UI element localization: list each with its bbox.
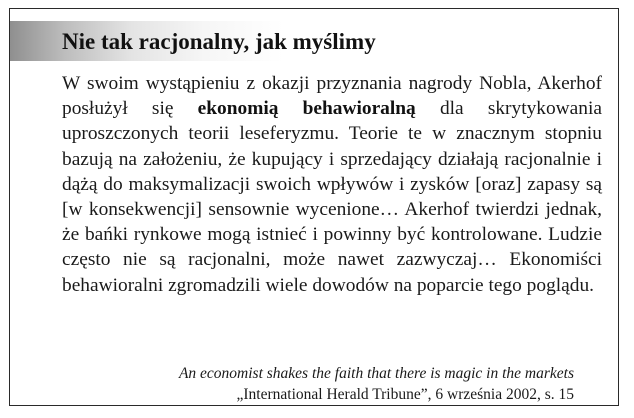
quote-text-part-1: W swoim wystąpieniu z okazji przyznania nagrody Nobla, Akerhof posłużył się: [62, 73, 602, 120]
source-citation: „International Herald Tribune”, 6 września 2002, s. 15: [236, 386, 574, 403]
quote-paragraph: [62, 71, 602, 298]
box-title: Nie tak racjonalny, jak myślimy: [62, 29, 376, 54]
bold-term: ekonomią behawioralną: [197, 98, 416, 120]
quote-box: [9, 8, 619, 406]
source-article-title: An economist shakes the faith that there is magic in the markets: [178, 365, 574, 382]
source-attribution: [179, 363, 574, 405]
quote-text-part-2: dla skrytykowania uproszczonych teorii leseferyzmu. Teorie te w znacznym stopniu bazują na założeniu, że kupujący i sprzedający działają racjonalnie i dążą do maksymalizacji swoich wpływów i zysków [oraz] zapasy są [w konsekwencji] sensownie wycenione… Akerhof twierdzi jednak, że bańki rynkowe mogą istnieć i powinny być kontrolowane. Ludzie często nie są racjonalni, może nawet zazwyczaj… Ekonomiści behawioralni zgromadzili wiele dowodów na poparcie tego poglądu.: [62, 98, 602, 296]
